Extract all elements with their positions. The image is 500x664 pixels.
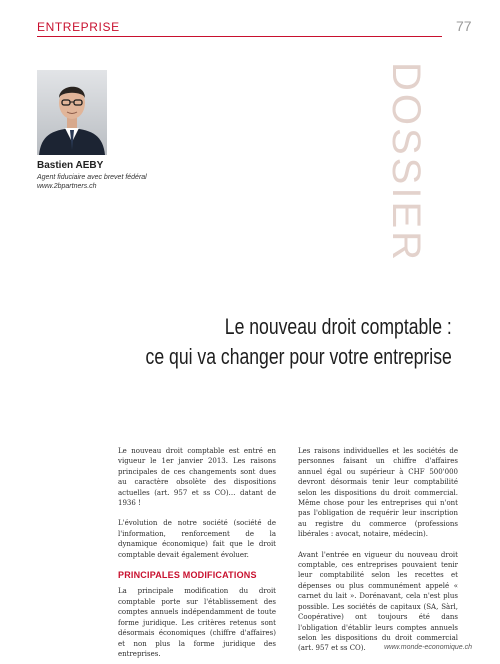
article-headline (69, 312, 452, 372)
section-subheading: PRINCIPALES MODIFICATIONS (118, 570, 257, 581)
author-name: Bastien AEBY (37, 160, 104, 171)
headline-line-1: Le nouveau droit comptable : (225, 314, 452, 339)
body-paragraph: L'évolution de notre société (société de l'information, renforcement de la dynamique économique) fait que le droit comptable devait également évoluer. (118, 519, 276, 559)
section-label: ENTREPRISE (37, 20, 120, 34)
body-paragraph: Avant l'entrée en vigueur du nouveau droit comptable, ces entreprises pouvaient tenir leur comptabilité selon les recettes et dépenses ou plus communément appelé « carnet du lait ». Dorénavant, cela n'est plus possible. Les sociétés de capitaux (SA, Sàrl, Coopérative) ont toujours été dans l'obligation d'établir leurs comptes annuels selon les dispositions du droit commercial (art. 957 et ss CO). (298, 550, 458, 653)
author-photo (37, 70, 107, 155)
body-paragraph: Les raisons individuelles et les sociétés de personnes faisant un chiffre d'affaires annuel égal ou supérieur à CHF 500'000 devront désormais tenir leur comptabilité selon les dispositions du droit commercial. Même chose pour les entreprises qui n'ont pas l'obligation de requérir leur inscription au registre du commerce (professions libérales : avocat, notaire, médecin). (298, 447, 458, 539)
body-column-right (298, 446, 458, 664)
footer-website: www.monde-economique.ch (384, 644, 472, 651)
headline-line-2: ce qui va changer pour votre entreprise (145, 344, 452, 369)
body-paragraph: Le nouveau droit comptable est entré en vigueur le 1er janvier 2013. Les raisons principales de ces changements sont dues au caractère obsolète des dispositions actuelles (art. 957 et ss CO)… datant de 1936 ! (118, 447, 276, 508)
section-divider (37, 36, 442, 37)
dossier-vertical-label (384, 62, 428, 264)
author-website: www.2bpartners.ch (37, 183, 97, 190)
page-number: 77 (456, 18, 472, 34)
body-column-left (118, 446, 276, 664)
dossier-text: DOSSIER (384, 62, 428, 264)
body-paragraph: La principale modification du droit comptable porte sur l'établissement des comptes annuels indépendamment de toute forme juridique. Les critères retenus sont désormais économiques (chiffre d'affaires) et non plus la forme juridique des entreprises. (118, 587, 276, 658)
author-role: Agent fiduciaire avec brevet fédéral (37, 174, 147, 181)
